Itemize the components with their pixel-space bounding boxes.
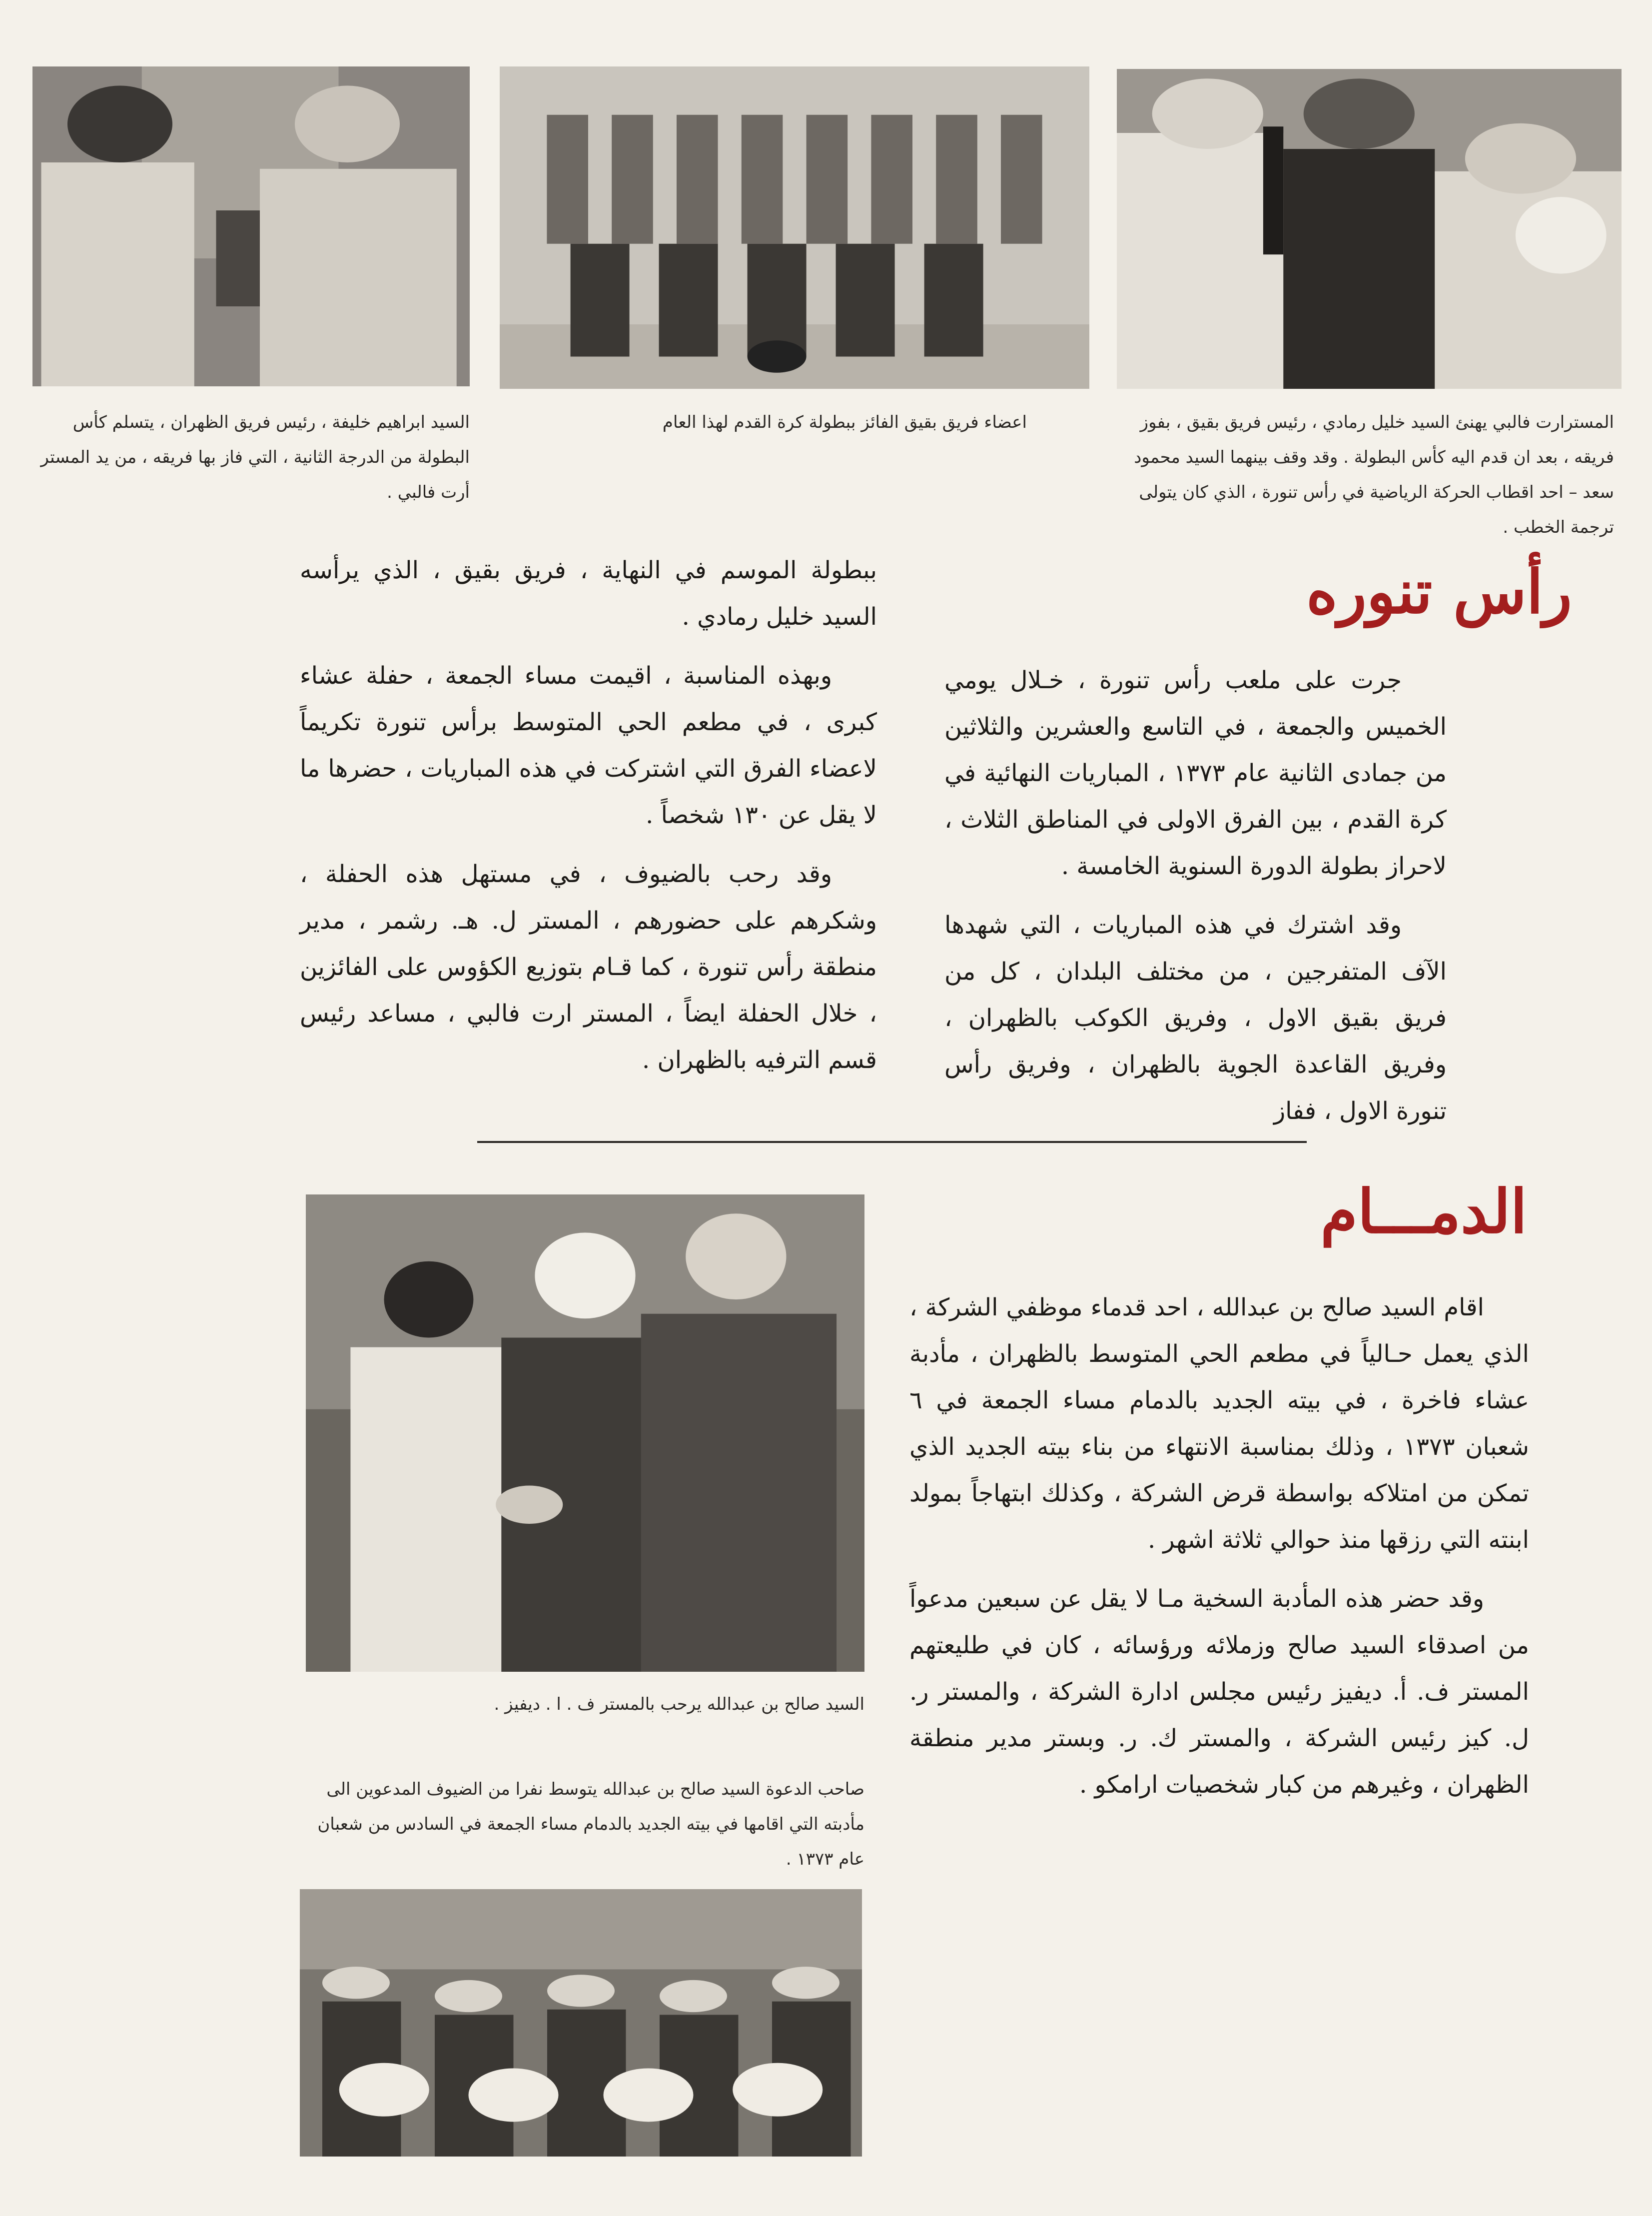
heading-dammam: الدمـــام: [1320, 1176, 1527, 1247]
photo-group-image: [300, 1889, 862, 2157]
photo-top-left-image: [32, 66, 470, 386]
caption-top-left: السيد ابراهيم خليفة ، رئيس فريق الظهران ، يتسلم كأس البطولة من الدرجة الثانية ، التي فاز بها فريقه ، من يد المستر أرت فالبي .: [40, 412, 470, 502]
ras-tanura-paragraph-2: وقد اشترك في هذه المباريات ، التي شهدها الآف المتفرجين ، من مختلف البلدان ، كل من فريق بقيق الاول ، وفريق الكوكب بالظهران ، وفريق القاعدة الجوية بالظهران ، وفريق رأس تنورة الاول ، ففاز: [944, 911, 1447, 1125]
photo-group: [300, 1889, 862, 2157]
heading-ras-tanura: رأس تنوره: [1306, 557, 1572, 627]
dammam-paragraph-2: وقد حضر هذه المأدبة السخية مـا لا يقل عن سبعين مدعواً من اصدقاء السيد صالح وزملائه ورؤسائه ، كان في طليعتهم المستر ف. أ. ديفيز رئيس مجلس ادارة الشركة ، والمستر ر. ل. كيز رئيس الشركة ، والمستر ك. ر. وبستر مدير منطقة الظهران ، وغيرهم من كبار شخصيات ارامكو .: [909, 1585, 1529, 1799]
ras-tanura-right-column: [944, 657, 1447, 1147]
photo-top-right: [1117, 69, 1622, 389]
photo-top-middle-image: [500, 66, 1089, 389]
photo-top-middle: [500, 66, 1089, 389]
dammam-column: [909, 1284, 1529, 1821]
photo-handshake: [306, 1194, 864, 1672]
photo-top-left: [32, 66, 470, 386]
ras-tanura-left-column: [300, 547, 877, 1096]
ras-tanura-paragraph-5: وقد رحب بالضيوف ، في مستهل هذه الحفلة ، وشكرهم على حضورهم ، المستر ل. هـ. رشمر ، مدير منطقة رأس تنورة ، كما قـام بتوزيع الكؤوس على الفائزين ، خلال الحفلة ايضاً ، المستر ارت فالبي ، مساعد رئيس قسم الترفيه بالظهران .: [300, 860, 877, 1074]
caption-top-middle: اعضاء فريق بقيق الفائز ببطولة كرة القدم لهذا العام: [662, 412, 1027, 432]
photo-handshake-image: [306, 1194, 864, 1672]
ras-tanura-paragraph-4: وبهذه المناسبة ، اقيمت مساء الجمعة ، حفلة عشاء كبرى ، في مطعم الحي المتوسط برأس تنورة تكريماً لاعضاء الفرق التي اشتركت في هذه المباريات ، حضرها ما لا يقل عن ١٣٠ شخصاً .: [300, 662, 877, 829]
caption-group: صاحب الدعوة السيد صالح بن عبدالله يتوسط نفرا من الضيوف المدعوين الى مأدبته التي اقامها في بيته الجديد بالدمام مساء الجمعة في السادس من شعبان عام ١٣٧٣ .: [317, 1779, 864, 1869]
caption-top-right: المسترارت فالبي يهنئ السيد خليل رمادي ، رئيس فريق بقيق ، بفوز فريقه ، بعد ان قدم اليه كأس البطولة . وقد وقف بينهما السيد محمود سعد – احد اقطاب الحركة الرياضية في رأس تنورة ، الذي كان يتولى ترجمة الخطب .: [1134, 412, 1614, 537]
section-divider: [477, 1141, 1307, 1143]
photo-top-right-image: [1117, 69, 1622, 389]
caption-handshake: السيد صالح بن عبدالله يرحب بالمستر ف . ا . ديفيز .: [494, 1694, 864, 1714]
ras-tanura-paragraph-1: جرت على ملعب رأس تنورة ، خـلال يومي الخميس والجمعة ، في التاسع والعشرين والثلاثين من جمادى الثانية عام ١٣٧٣ ، المباريات النهائية في كرة القدم ، بين الفرق الاولى في المناطق الثلاث ، لاحراز بطولة الدورة السنوية الخامسة .: [944, 666, 1447, 880]
ras-tanura-paragraph-3: ببطولة الموسم في النهاية ، فريق بقيق ، الذي يرأسه السيد خليل رمادي .: [300, 556, 877, 631]
dammam-paragraph-1: اقام السيد صالح بن عبدالله ، احد قدماء موظفي الشركة ، الذي يعمل حـالياً في مطعم الحي المتوسط بالظهران ، مأدبة عشاء فاخرة ، في بيته الجديد بالدمام مساء الجمعة في ٦ شعبان ١٣٧٣ ، وذلك بمناسبة الانتهاء من بناء بيته الجديد الذي تمكن من امتلاكه بواسطة قرض الشركة ، وكذلك ابتهاجاً بمولد ابنته التي رزقها منذ حوالي ثلاثة اشهر .: [909, 1293, 1530, 1554]
